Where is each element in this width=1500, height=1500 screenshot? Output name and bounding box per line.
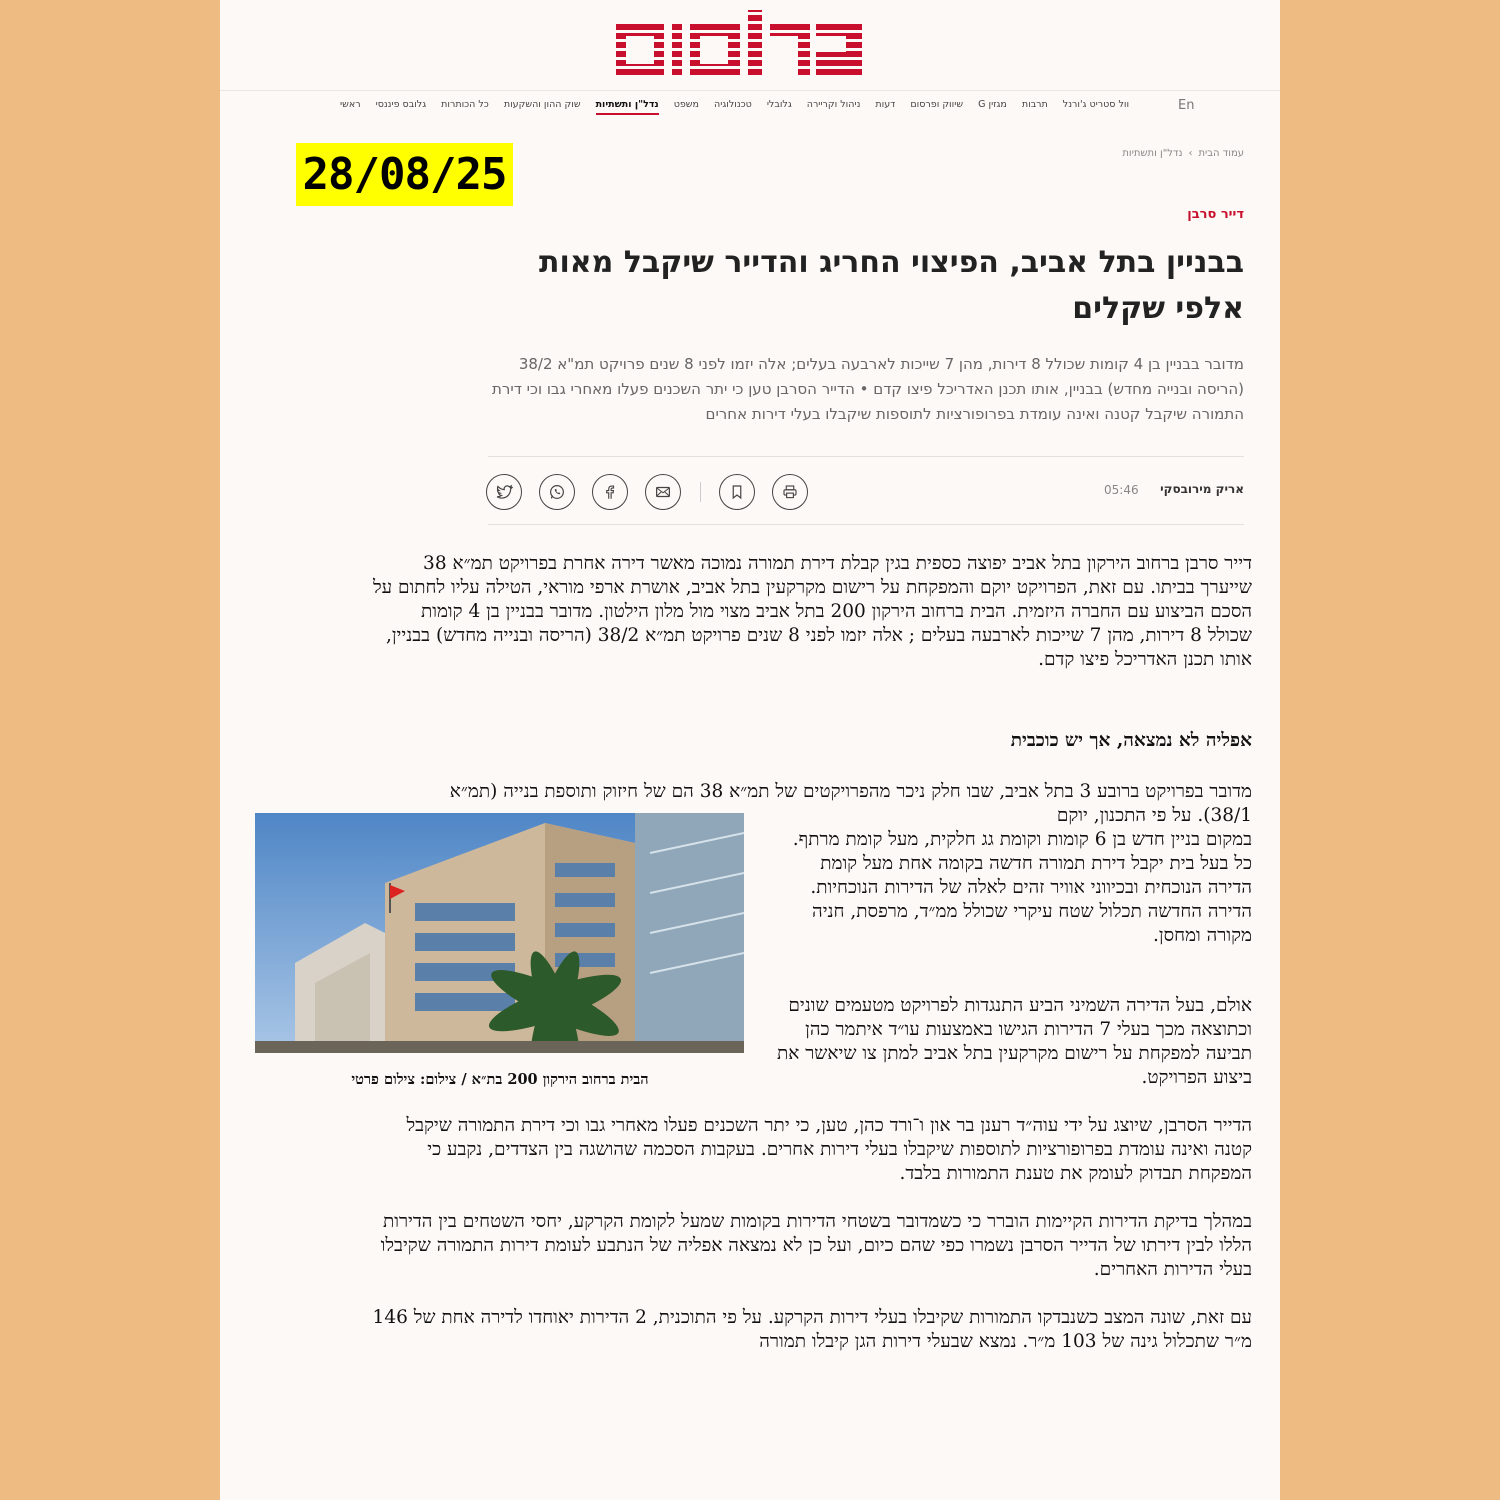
article-paragraph: אולם, בעל הדירה השמיני הביע התנגדות לפרויקט מטעמים שונים וכתוצאה מכך בעלי 7 הדירות הגישו באמצעות עו״ד איתמר כהן תביעה למפקחת על רישום מקרקעין בתל אביב למתן צו שיאשר את ביצוע הפרויקט. bbox=[776, 995, 1252, 1088]
article-paragraph: הדייר הסרבן, שיוצג על ידי עוה״ד רענן בר און ו־ורד כהן, טען, כי יתר השכנים פעלו מאחרי גבו וכי דירת התמורה שיקבל קטנה ואינה עומדת בפרופורציות לתוספות שיקבלו בעלי דירות אחרים. בעקבות הסכמה שהושגה בין הצדדים, נקבע כי המפקחת תבדוק לעומק את טענת התמורות בלבד. bbox=[406, 1115, 1252, 1184]
article-paragraph: מדובר בפרויקט ברובע 3 בתל אביב, שבו חלק ניכר מהפרויקטים של תמ״א 38 הם של חיזוק ותוספת בנייה (תמ״א 38/1). על פי התכנון, יוקם bbox=[449, 781, 1252, 826]
article-kicker[interactable]: דייר סרבן bbox=[1187, 207, 1244, 222]
nav-item[interactable]: שיווק ופרסום bbox=[910, 99, 964, 110]
nav-item[interactable]: גלובס פיננסי bbox=[375, 99, 427, 110]
breadcrumb bbox=[1122, 148, 1244, 159]
mail-icon[interactable] bbox=[645, 474, 681, 510]
author-name[interactable]: אריק מירובסקי bbox=[1160, 482, 1244, 496]
nav-item[interactable]: דעות bbox=[875, 99, 896, 110]
article-paragraph: עם זאת, שונה המצב כשנבדקו התמורות שקיבלו בעלי דירות הקרקע. על פי התוכנית, 2 הדירות יאוחדו לדירה אחת של 146 מ״ר שתכלול גינה של 103 מ״ר. נמצא שבעלי דירות הגן קיבלו תמורה bbox=[372, 1307, 1252, 1352]
globes-logo[interactable] bbox=[614, 6, 864, 78]
bookmark-icon[interactable] bbox=[719, 474, 755, 510]
print-icon[interactable] bbox=[772, 474, 808, 510]
publish-time: 05:46 bbox=[1104, 483, 1139, 497]
nav-item[interactable]: ניהול וקריירה bbox=[806, 99, 861, 110]
main-nav bbox=[340, 99, 1130, 115]
whatsapp-icon[interactable] bbox=[539, 474, 575, 510]
share-bar bbox=[486, 472, 825, 512]
article-headline: בבניין בתל אביב, הפיצוי החריג והדייר שיקבל מאות אלפי שקלים bbox=[539, 245, 1244, 326]
article-paragraph: במהלך בדיקת הדירות הקיימות הוברר כי כשמדובר בשטחי הדירות בקומות שמעל לקומת הקרקע, יחסי השטחים בין הדירות הללו לבין דירתו של הדייר הסרבן נשמרו כפי שהם כיום, ועל כן לא נמצאה אפליה של הנתבע לעומת דירות התמורה שקיבלו בעלי הדירות האחרים. bbox=[380, 1211, 1252, 1280]
breadcrumb-home[interactable]: עמוד הבית bbox=[1198, 148, 1244, 159]
share-separator bbox=[700, 482, 701, 502]
breadcrumb-separator-icon: › bbox=[1188, 148, 1193, 159]
nav-item[interactable]: כל הכותרות bbox=[441, 99, 489, 110]
nav-item[interactable]: ראשי bbox=[340, 99, 361, 110]
building-photo bbox=[255, 813, 744, 1053]
nav-item[interactable]: תרבות bbox=[1021, 99, 1048, 110]
nav-item[interactable]: נדל"ן ותשתיות bbox=[596, 99, 659, 115]
logo-graphic bbox=[614, 6, 864, 78]
article-page bbox=[220, 0, 1280, 1500]
breadcrumb-section[interactable]: נדל"ן ותשתיות bbox=[1122, 148, 1183, 159]
twitter-icon[interactable] bbox=[486, 474, 522, 510]
nav-item[interactable]: משפט bbox=[673, 99, 699, 110]
nav-divider bbox=[220, 90, 1280, 91]
nav-item[interactable]: טכנולוגיה bbox=[714, 99, 752, 110]
photo-caption: הבית ברחוב הירקון 200 בת״א / צילום: צילום פרטי bbox=[351, 1071, 649, 1088]
nav-item[interactable]: וול סטריט ג'ורנל bbox=[1062, 99, 1130, 110]
nav-item[interactable]: מגזין G bbox=[978, 99, 1007, 110]
nav-item[interactable]: שוק ההון והשקעות bbox=[503, 99, 581, 110]
article-lead: מדובר בבניין בן 4 קומות שכולל 8 דירות, מהן 7 שייכות לארבעה בעלים; אלה יזמו לפני 8 שנים פרויקט תמ"א 38/2 (הריסה ובנייה מחדש) בבניין, אותו תכנן האדריכל פיצו קדם • הדייר הסרבן טען כי יתר השכנים פעלו מאחרי גבו וכי דירת התמורה שיקבל קטנה ואינה עומדת בפרופורציות לתוספות שיקבלו בעלי דירות אחרים bbox=[492, 355, 1244, 423]
article-subheading: אפליה לא נמצאה, אך יש כוכבית bbox=[1010, 730, 1252, 751]
meta-divider-bottom bbox=[488, 524, 1244, 525]
meta-divider-top bbox=[488, 456, 1244, 457]
facebook-icon[interactable] bbox=[592, 474, 628, 510]
date-badge: 28/08/25 bbox=[296, 143, 513, 206]
nav-item[interactable]: גלובלי bbox=[766, 99, 792, 110]
language-switch[interactable]: En bbox=[1178, 98, 1195, 113]
article-paragraph: במקום בניין חדש בן 6 קומות וקומת גג חלקית, מעל קומת מרתף. כל בעל בית יקבל דירת תמורה חדשה בקומה אחת מעל קומת הדירה הנוכחית ובכיווני אוויר זהים לאלה של הדירות הנוכחיות. הדירה החדשה תכלול שטח עיקרי שכולל ממ״ד, מרפסת, חניה מקורה ומחסן. bbox=[792, 829, 1252, 946]
article-paragraph: דייר סרבן ברחוב הירקון בתל אביב יפוצה כספית בגין קבלת דירת תמורה נמוכה מאשר דירה אחרת בפרויקט תמ״א 38 שייערך בביתו. עם זאת, הפרויקט יוקם והמפקחת על רישום מקרקעין בתל אביב, אושרת ארפי מוראי, הטילה עליו לחתום על הסכם הביצוע עם החברה היזמית. הבית ברחוב הירקון 200 בתל אביב מצוי מול מלון הילטון. מדובר בבניין בן 4 קומות שכולל 8 דירות, מהן 7 שייכות לארבעה בעלים ; אלה יזמו לפני 8 שנים פרויקט תמ״א 38/2 (הריסה ובנייה מחדש) בבניין, אותו תכנן האדריכל פיצו קדם. bbox=[372, 553, 1252, 670]
